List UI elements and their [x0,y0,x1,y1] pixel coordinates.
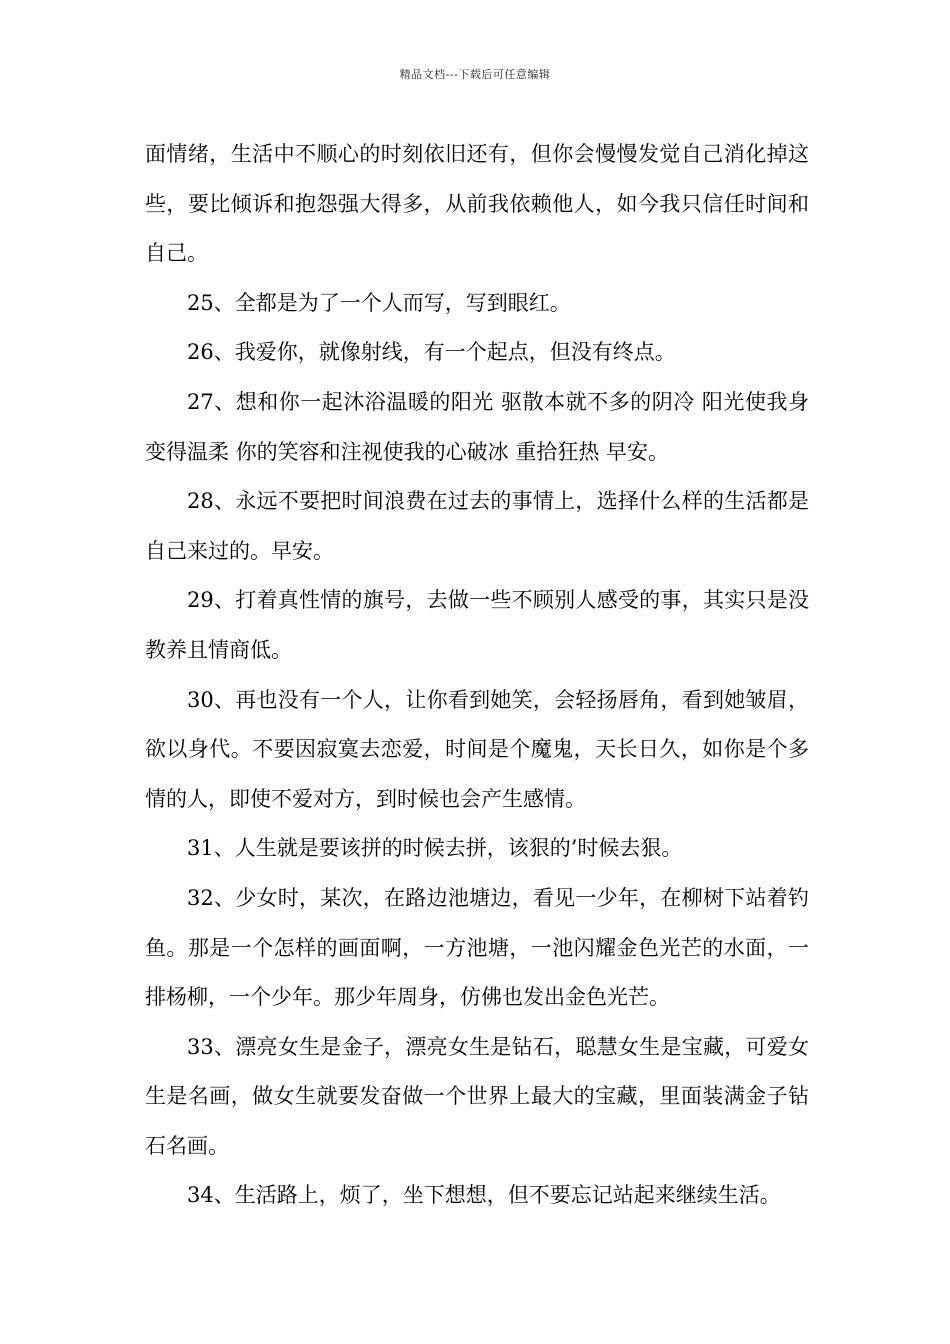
paragraph-33: 33、漂亮女生是金子，漂亮女生是钻石，聪慧女生是宝藏，可爱女生是名画，做女生就要发奋做一个世界上最大的宝藏，里面装满金子钻石名画。 [145,1034,809,1158]
paragraph-32: 32、少女时，某次，在路边池塘边，看见一少年，在柳树下站着钓鱼。那是一个怎样的画面啊，一方池塘，一池闪耀金色光芒的水面，一排杨柳，一个少年。那少年周身，仿佛也发出金色光芒。 [145,885,809,1010]
paragraph-27: 27、想和你一起沐浴温暖的阳光 驱散本就不多的阴冷 阳光使我身变得温柔 你的笑容和注视使我的心破冰 重拾狂热 早安。 [145,389,809,464]
paragraph-25: 25、全都是为了一个人而写，写到眼红。 [187,290,571,315]
page-header: 精品文档---下载后可任意编辑 [399,68,551,81]
document-body [145,130,809,1221]
paragraph-26: 26、我爱你，就像射线，有一个起点，但没有终点。 [187,340,676,365]
paragraph-continuation: 面情绪，生活中不顺心的时刻依旧还有，但你会慢慢发觉自己消化掉这些，要比倾诉和抱怨强大得多，从前我依赖他人，如今我只信任时间和自己。 [145,142,809,266]
paragraph-30: 30、再也没有一个人，让你看到她笑，会轻扬唇角，看到她皱眉，欲以身代。不要因寂寞去恋爱，时间是个魔鬼，天长日久，如你是个多情的人，即使不爱对方，到时候也会产生感情。 [145,687,809,811]
paragraph-31: 31、人生就是要该拼的时候去拼，该狠的’时候去狠。 [187,836,683,861]
paragraph-34: 34、生活路上，烦了，坐下想想，但不要忘记站起来继续生活。 [187,1183,781,1208]
paragraph-28: 28、永远不要把时间浪费在过去的事情上，选择什么样的生活都是自己来过的。早安。 [145,489,809,563]
paragraph-29: 29、打着真性情的旗号，去做一些不顾别人感受的事，其实只是没教养且情商低。 [145,588,809,662]
